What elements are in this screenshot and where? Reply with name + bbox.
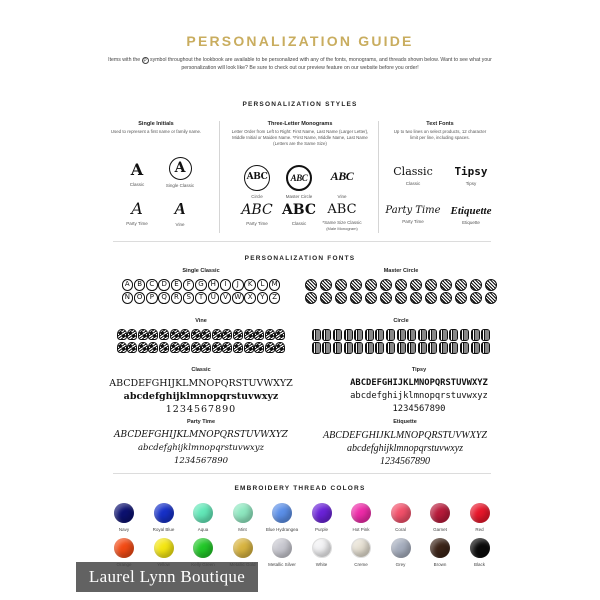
personalization-icon: P — [143, 58, 147, 64]
thread-color-dot — [430, 538, 450, 558]
sample-label: Vine — [337, 194, 347, 199]
thread-color-name: Hot Pink — [352, 527, 370, 532]
circ-ornament-glyph — [386, 342, 395, 354]
thread-swatch — [300, 503, 344, 532]
sample-label: Party Time — [246, 221, 268, 226]
monograms-column — [228, 121, 372, 147]
circled-letter: A — [122, 279, 134, 291]
thread-color-dot — [312, 538, 332, 558]
vine-ornament-glyph — [212, 342, 222, 353]
circ-ornament-glyph — [344, 329, 353, 341]
vine-ornament-glyph — [138, 329, 148, 340]
party-uppercase: ABCDEFGHIJKLMNOPQRSTUVWXYZ — [114, 430, 288, 440]
circ-ornament-glyph — [481, 329, 490, 341]
sample-label: Master Circle — [285, 194, 313, 199]
sample-glyph: Etiquette — [450, 205, 492, 217]
circ-ornament-glyph — [449, 342, 458, 354]
etiquette-uppercase: ABCDEFGHIJKLMNOPQRSTUVWXYZ — [323, 430, 487, 441]
circled-letter: B — [134, 279, 146, 291]
font-name: Etiquette — [393, 419, 417, 425]
font-tipsy — [314, 367, 524, 416]
vine-ornament-glyph — [180, 342, 190, 353]
thread-color-dot — [114, 538, 134, 558]
circ-ornament-glyph — [407, 342, 416, 354]
monogram-vine-icon: ABC — [330, 169, 354, 183]
thread-color-dot — [193, 538, 213, 558]
circ-ornament-glyph — [428, 342, 437, 354]
mc-ornament-glyph — [395, 279, 407, 291]
etiquette-lowercase: abcdefghijklmnopqrstuvwxyz — [346, 443, 464, 454]
circ-ornament-glyph — [375, 342, 384, 354]
font-single-classic — [96, 268, 306, 304]
thread-swatch — [418, 503, 462, 532]
vine-ornament-glyph — [265, 329, 275, 340]
classic-lowercase: abcdefghijklmnopqrstuvwxyz — [123, 391, 279, 402]
thread-color-dot — [470, 503, 490, 523]
circled-letter: G — [195, 279, 207, 291]
thread-swatch — [379, 503, 423, 532]
vine-ornament-glyph — [117, 342, 127, 353]
font-name: Vine — [195, 318, 207, 324]
single-initials-column — [110, 121, 202, 135]
mc-ornament-glyph — [395, 292, 407, 304]
vine-ornament-glyph — [233, 342, 243, 353]
circled-letter: I — [220, 279, 232, 291]
sample-mono-same-size — [312, 202, 372, 231]
vine-ornament-glyph — [244, 329, 254, 340]
sample-label: Classic — [405, 181, 421, 186]
circ-ornament-glyph — [471, 329, 480, 341]
section-divider — [113, 473, 491, 474]
mc-ornament-glyph — [365, 292, 377, 304]
mc-ornament-glyph — [485, 292, 497, 304]
circle-initial-icon: A — [169, 157, 192, 180]
thread-swatch — [260, 538, 304, 567]
sample-label: Classic — [129, 182, 145, 187]
thread-color-name: Aqua — [197, 527, 209, 532]
circ-ornament-glyph — [418, 342, 427, 354]
tipsy-lowercase: abcdefghijklmnopqrstuvwxyz — [350, 391, 488, 401]
circ-ornament-glyph — [449, 329, 458, 341]
mc-ornament-glyph — [470, 279, 482, 291]
sample-text-tipsy — [441, 165, 501, 186]
circ-ornament-glyph — [365, 342, 374, 354]
circ-ornament-glyph — [481, 342, 490, 354]
thread-color-name: Creme — [354, 562, 368, 567]
circled-letter: L — [257, 279, 269, 291]
intro-paragraph — [100, 56, 500, 72]
fonts-heading: PERSONALIZATION FONTS — [244, 255, 356, 262]
vine-ornament-glyph — [159, 329, 169, 340]
circled-letter: Q — [158, 292, 170, 304]
vine-ornament-glyph — [212, 329, 222, 340]
sample-single-vine — [150, 199, 210, 227]
section-divider — [113, 241, 491, 242]
font-name: Single Classic — [182, 268, 220, 274]
vine-ornament-glyph — [275, 329, 285, 340]
vine-ornament-glyph — [201, 329, 211, 340]
thread-color-dot — [351, 538, 371, 558]
single-initials-title: Single Initials — [138, 121, 174, 127]
text-fonts-column — [390, 121, 490, 141]
circ-ornament-glyph — [386, 329, 395, 341]
circled-letter: N — [122, 292, 134, 304]
tipsy-uppercase: ABCDEFGHIJKLMNOPQRSTUVWXYZ — [350, 378, 488, 388]
circled-letter: H — [208, 279, 220, 291]
circ-ornament-glyph — [322, 342, 331, 354]
vine-ornament-glyph — [148, 329, 158, 340]
font-classic — [96, 367, 306, 416]
circled-letter: M — [269, 279, 281, 291]
mc-ornament-glyph — [440, 292, 452, 304]
circled-letter: O — [134, 292, 146, 304]
column-divider — [219, 121, 220, 233]
sample-label: Single Classic — [165, 183, 195, 188]
vine-ornament-glyph — [180, 329, 190, 340]
font-name: Tipsy — [411, 367, 427, 373]
monogram-circle-icon: ABC — [244, 165, 270, 191]
sample-label: Vine — [175, 222, 185, 227]
mc-ornament-glyph — [485, 279, 497, 291]
mc-ornament-glyph — [320, 279, 332, 291]
circ-ornament-glyph — [344, 342, 353, 354]
thread-color-name: Grey — [395, 562, 406, 567]
font-party-time — [96, 419, 306, 468]
vine-ornament-glyph — [117, 329, 127, 340]
thread-color-dot — [430, 503, 450, 523]
circ-ornament-glyph — [322, 329, 331, 341]
font-circle — [296, 318, 506, 354]
mc-ornament-glyph — [425, 292, 437, 304]
circ-ornament-glyph — [428, 329, 437, 341]
vine-ornament-glyph — [159, 342, 169, 353]
circled-letter: U — [208, 292, 220, 304]
circ-ornament-glyph — [333, 329, 342, 341]
thread-color-name: Purple — [314, 527, 328, 532]
vine-ornament-glyph — [148, 342, 158, 353]
master-circle-row — [296, 291, 506, 304]
page-title: PERSONALIZATION GUIDE — [186, 33, 414, 49]
thread-color-name: Brown — [433, 562, 447, 567]
vine-ornament-glyph — [138, 342, 148, 353]
thread-color-name: Garnet — [433, 527, 447, 532]
text-fonts-desc: Up to two lines on select products, 12 character limit per line, including spaces. — [393, 129, 487, 140]
mc-ornament-glyph — [425, 279, 437, 291]
thread-color-dot — [154, 538, 174, 558]
vine-ornament-glyph — [254, 329, 264, 340]
thread-color-dot — [272, 503, 292, 523]
circ-ornament-glyph — [407, 329, 416, 341]
mc-ornament-glyph — [410, 292, 422, 304]
font-name: Master Circle — [383, 268, 419, 274]
column-divider — [378, 121, 379, 233]
thread-color-dot — [193, 503, 213, 523]
sample-glyph: ABC — [281, 202, 317, 218]
mc-ornament-glyph — [455, 279, 467, 291]
sample-glyph: Party Time — [385, 205, 441, 216]
mc-ornament-glyph — [410, 279, 422, 291]
font-name: Classic — [191, 367, 211, 373]
circ-ornament-glyph — [439, 329, 448, 341]
mc-ornament-glyph — [470, 292, 482, 304]
circ-ornament-glyph — [397, 329, 406, 341]
circ-ornament-glyph — [471, 342, 480, 354]
mc-ornament-glyph — [455, 292, 467, 304]
sample-label: Tipsy — [465, 181, 477, 186]
text-fonts-title: Text Fonts — [426, 121, 454, 127]
vine-ornament-glyph — [233, 329, 243, 340]
mc-ornament-glyph — [380, 279, 392, 291]
thread-swatch — [339, 538, 383, 567]
intro-text-start: Items with the — [108, 57, 141, 63]
thread-color-dot — [233, 538, 253, 558]
thread-swatch — [379, 538, 423, 567]
circled-letter: X — [244, 292, 256, 304]
mc-ornament-glyph — [335, 292, 347, 304]
mc-ornament-glyph — [305, 292, 317, 304]
thread-color-name: Navy — [118, 527, 130, 532]
circled-letter: P — [146, 292, 158, 304]
styles-heading: PERSONALIZATION STYLES — [242, 101, 358, 108]
circ-ornament-glyph — [354, 342, 363, 354]
circled-letter: T — [195, 292, 207, 304]
vine-ornament-glyph — [244, 342, 254, 353]
font-master-circle — [296, 268, 506, 304]
tipsy-numbers: 1234567890 — [392, 404, 446, 414]
circled-letter: K — [244, 279, 256, 291]
circ-ornament-glyph — [460, 342, 469, 354]
vine-ornament-glyph — [201, 342, 211, 353]
font-name: Party Time — [186, 419, 216, 425]
circle-letters-row — [296, 341, 506, 354]
thread-color-name: Blue Hydrangea — [265, 527, 299, 532]
sample-text-classic — [383, 165, 443, 186]
thread-color-name: Metallic Silver — [268, 562, 296, 567]
thread-color-dot — [114, 503, 134, 523]
thread-swatch — [339, 503, 383, 532]
sample-label: *Same Size Classic — [322, 220, 362, 225]
thread-color-dot — [391, 538, 411, 558]
circled-letter: V — [220, 292, 232, 304]
vine-ornament-glyph — [222, 329, 232, 340]
vine-ornament-glyph — [265, 342, 275, 353]
sample-label: Party Time — [402, 219, 424, 224]
circled-letters-row — [96, 291, 306, 304]
sample-mono-vine — [312, 165, 372, 199]
circ-ornament-glyph — [312, 329, 321, 341]
circ-ornament-glyph — [354, 329, 363, 341]
sample-label: Etiquette — [462, 220, 480, 225]
sample-glyph: Classic — [393, 165, 433, 178]
vine-ornament-glyph — [127, 342, 137, 353]
thread-color-name: Coral — [395, 527, 406, 532]
sample-label: Party Time — [126, 221, 148, 226]
mc-ornament-glyph — [440, 279, 452, 291]
vine-ornament-glyph — [222, 342, 232, 353]
thread-color-name: White — [315, 562, 328, 567]
etiquette-numbers: 1234567890 — [380, 456, 430, 467]
circled-letter: R — [171, 292, 183, 304]
party-numbers: 1234567890 — [173, 456, 229, 466]
sample-label: Classic — [291, 221, 307, 226]
vine-letters-row — [96, 328, 306, 341]
thread-color-name: Black — [473, 562, 485, 567]
mc-ornament-glyph — [350, 279, 362, 291]
circ-ornament-glyph — [375, 329, 384, 341]
thread-color-dot — [470, 538, 490, 558]
thread-swatch — [418, 538, 462, 567]
boutique-watermark: Laurel Lynn Boutique — [76, 562, 258, 592]
thread-color-dot — [351, 503, 371, 523]
vine-letters-row — [96, 341, 306, 354]
circ-ornament-glyph — [460, 329, 469, 341]
classic-numbers: 1234567890 — [165, 404, 237, 415]
sample-single-circle — [150, 157, 210, 188]
circ-ornament-glyph — [312, 342, 321, 354]
circled-letters-row — [96, 278, 306, 291]
threads-heading: EMBROIDERY THREAD COLORS — [234, 485, 366, 492]
sample-glyph: Tipsy — [454, 165, 488, 178]
font-vine — [96, 318, 306, 354]
sample-glyph: A — [174, 199, 186, 218]
sample-sublabel: (Male Monogram) — [326, 226, 358, 231]
thread-color-dot — [272, 538, 292, 558]
circled-letter: D — [158, 279, 170, 291]
thread-color-dot — [233, 503, 253, 523]
thread-swatch — [300, 538, 344, 567]
master-circle-row — [296, 278, 506, 291]
sample-label: Circle — [251, 194, 263, 199]
mc-ornament-glyph — [305, 279, 317, 291]
vine-ornament-glyph — [254, 342, 264, 353]
thread-color-dot — [391, 503, 411, 523]
circled-letter: C — [146, 279, 158, 291]
thread-color-name: Red — [475, 527, 484, 532]
circled-letter: E — [171, 279, 183, 291]
circ-ornament-glyph — [333, 342, 342, 354]
font-etiquette — [300, 419, 510, 468]
circled-letter: S — [183, 292, 195, 304]
monograms-title: Three-Letter Monograms — [267, 121, 333, 127]
mc-ornament-glyph — [380, 292, 392, 304]
sample-glyph: ABC — [327, 202, 357, 217]
thread-swatch — [181, 503, 225, 532]
circ-ornament-glyph — [397, 342, 406, 354]
thread-swatch — [142, 503, 186, 532]
circ-ornament-glyph — [418, 329, 427, 341]
circ-ornament-glyph — [439, 342, 448, 354]
mc-ornament-glyph — [320, 292, 332, 304]
thread-color-dot — [154, 503, 174, 523]
thread-swatch — [458, 538, 502, 567]
mc-ornament-glyph — [335, 279, 347, 291]
circled-letter: F — [183, 279, 195, 291]
circled-letter: J — [232, 279, 244, 291]
sample-glyph: ABC — [241, 202, 273, 218]
circ-ornament-glyph — [365, 329, 374, 341]
vine-ornament-glyph — [275, 342, 285, 353]
single-initials-desc: Used to represent a first name or family name. — [110, 129, 202, 134]
font-name: Circle — [393, 318, 409, 324]
monogram-master-circle-icon: ABC — [286, 165, 312, 191]
thread-swatch — [102, 503, 146, 532]
circled-letter: W — [232, 292, 244, 304]
classic-uppercase: ABCDEFGHIJKLMNOPQRSTUVWXYZ — [109, 378, 293, 389]
thread-swatch — [458, 503, 502, 532]
thread-swatch — [260, 503, 304, 532]
mc-ornament-glyph — [350, 292, 362, 304]
vine-ornament-glyph — [191, 342, 201, 353]
thread-color-name: Royal Blue — [152, 527, 175, 532]
thread-swatch — [221, 503, 265, 532]
vine-ornament-glyph — [170, 329, 180, 340]
party-lowercase: abcdefghijklmnopqrstuvwxyz — [137, 443, 265, 453]
sample-text-party — [383, 205, 443, 224]
sample-text-etiquette — [441, 205, 501, 225]
vine-ornament-glyph — [170, 342, 180, 353]
sample-glyph: A — [131, 199, 143, 218]
circle-letters-row — [296, 328, 506, 341]
intro-text-end: symbol throughout the lookbook are available to be personalized with any of the fonts, monograms, and threads shown below. Want to see what your personalization will look like? Be sure to check out our preview feature on our website before you order! — [150, 57, 492, 71]
circled-letter: Z — [269, 292, 281, 304]
sample-glyph: A — [130, 160, 144, 179]
thread-color-name: Mint — [238, 527, 247, 532]
mc-ornament-glyph — [365, 279, 377, 291]
thread-color-dot — [312, 503, 332, 523]
vine-ornament-glyph — [191, 329, 201, 340]
vine-ornament-glyph — [127, 329, 137, 340]
monograms-desc: Letter Order from Left to Right: First Name, Last Name (Larger Letter), Middle Initial or Maiden Name. *First Name, Middle Name, Last Name (Letters are the Same Size) — [231, 129, 369, 146]
circled-letter: Y — [257, 292, 269, 304]
